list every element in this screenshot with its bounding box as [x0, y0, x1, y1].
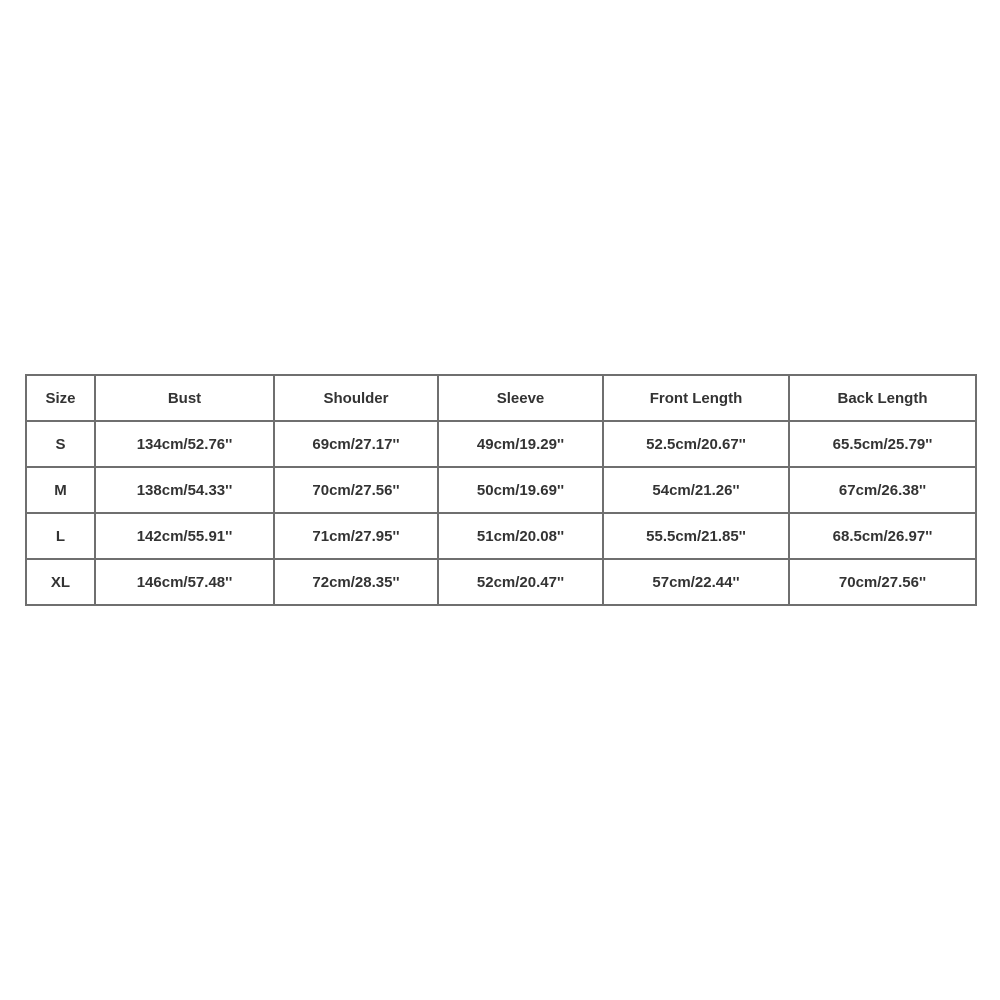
- cell-shoulder: 70cm/27.56'': [274, 467, 438, 513]
- cell-shoulder: 71cm/27.95'': [274, 513, 438, 559]
- cell-back-length: 67cm/26.38'': [789, 467, 976, 513]
- table-row: [26, 467, 976, 513]
- cell-back-length: 70cm/27.56'': [789, 559, 976, 605]
- header-shoulder: Shoulder: [274, 375, 438, 421]
- cell-back-length: 68.5cm/26.97'': [789, 513, 976, 559]
- header-size: Size: [26, 375, 95, 421]
- cell-front-length: 52.5cm/20.67'': [603, 421, 789, 467]
- cell-size: XL: [26, 559, 95, 605]
- cell-bust: 138cm/54.33'': [95, 467, 274, 513]
- cell-sleeve: 49cm/19.29'': [438, 421, 603, 467]
- cell-front-length: 55.5cm/21.85'': [603, 513, 789, 559]
- header-bust: Bust: [95, 375, 274, 421]
- cell-bust: 134cm/52.76'': [95, 421, 274, 467]
- table-row: [26, 513, 976, 559]
- cell-sleeve: 51cm/20.08'': [438, 513, 603, 559]
- cell-bust: 142cm/55.91'': [95, 513, 274, 559]
- cell-sleeve: 52cm/20.47'': [438, 559, 603, 605]
- cell-front-length: 57cm/22.44'': [603, 559, 789, 605]
- cell-back-length: 65.5cm/25.79'': [789, 421, 976, 467]
- header-back-length: Back Length: [789, 375, 976, 421]
- header-sleeve: Sleeve: [438, 375, 603, 421]
- cell-sleeve: 50cm/19.69'': [438, 467, 603, 513]
- size-chart-table: [25, 374, 977, 606]
- cell-size: M: [26, 467, 95, 513]
- cell-front-length: 54cm/21.26'': [603, 467, 789, 513]
- table-header-row: [26, 375, 976, 421]
- header-front-length: Front Length: [603, 375, 789, 421]
- cell-shoulder: 69cm/27.17'': [274, 421, 438, 467]
- cell-bust: 146cm/57.48'': [95, 559, 274, 605]
- table-row: [26, 559, 976, 605]
- cell-shoulder: 72cm/28.35'': [274, 559, 438, 605]
- table-row: [26, 421, 976, 467]
- cell-size: S: [26, 421, 95, 467]
- cell-size: L: [26, 513, 95, 559]
